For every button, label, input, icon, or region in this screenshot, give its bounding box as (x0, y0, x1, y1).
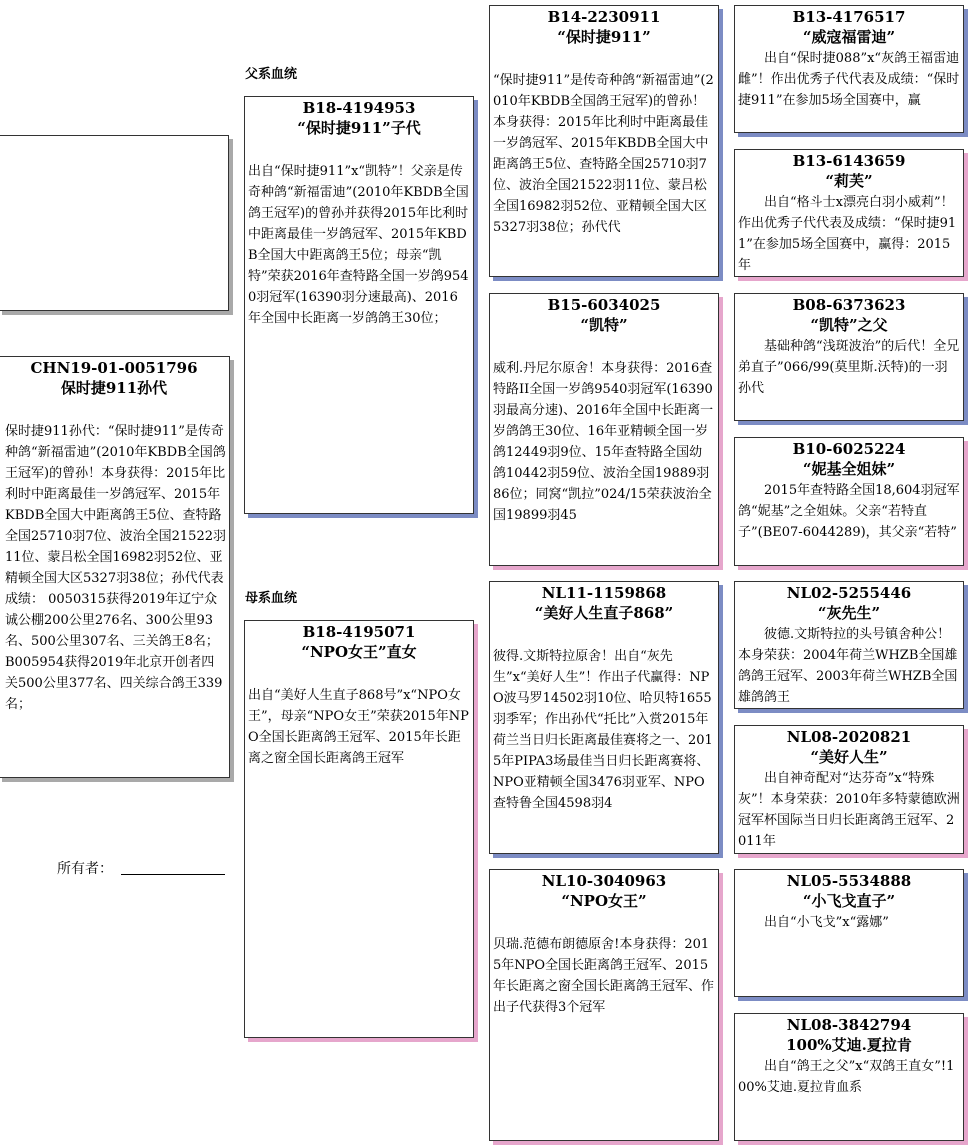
gen4-description-5: 彼德.文斯特拉的头号镇舍种公！本身荣获：2004年荷兰WHZB全国雄鸽鸽王冠军、2003年荷兰WHZB全国雄鸽鸽王 (738, 627, 958, 705)
sire-name: “保时捷911”子代 (297, 119, 421, 137)
paternal-section-label: 父系血统 (245, 67, 298, 82)
gen4-name-7: “小飞戈直子” (802, 892, 896, 910)
paternal-grandsire-name: “保时捷911” (557, 28, 651, 46)
gen4-ring-8: NL08-3842794 (786, 1016, 912, 1034)
paternal-grandsire-description: “保时捷911”是传奇种鸽“新福雷迪”(2010年KBDB全国鸽王冠军)的曾孙！本身获得：2015年比利时中距离最佳一岁鸽冠军、2015年KBDB全国大中距离鸽王5位、查特路全国25710羽7位、波治全国21522羽11位、蒙吕松全国16982羽52位、亚精顿全国大区5327羽38位；孙代代 (493, 73, 714, 235)
maternal-granddam-description: 贝瑞.范德布朗德原舍!本身获得：2015年NPO全国长距离鸽王冠军、2015年长距离之窗全国长距离鸽王冠军、作出子代获得3个冠军 (493, 937, 715, 1015)
subject-pigeon-card (0, 356, 230, 778)
gen4-description-2: 出自“格斗士x漂亮白羽小威莉”！作出优秀子代代表及成绩：“保时捷911”在参加5场全国赛中，赢得：2015年 (738, 195, 957, 273)
paternal-grandsire-ring: B14-2230911 (547, 8, 661, 26)
maternal-grandsire-ring: NL11-1159868 (541, 584, 667, 602)
maternal-section-label: 母系血统 (245, 591, 298, 606)
gen4-ring-3: B08-6373623 (792, 296, 906, 314)
gen4-description-8: 出自“鸽王之父”x“双鸽王直女”!100%艾迪.夏拉肯血系 (738, 1059, 955, 1095)
gen4-ring-6: NL08-2020821 (786, 728, 912, 746)
gen4-card-5 (734, 581, 964, 709)
gen4-name-1: “威寇福雷迪” (802, 28, 896, 46)
gen4-card-2 (734, 149, 964, 277)
gen4-card-3 (734, 293, 964, 421)
gen4-ring-4: B10-6025224 (792, 440, 906, 458)
gen4-name-5: “灰先生” (817, 604, 881, 622)
maternal-grandsire-card (489, 581, 719, 854)
subject-name: 保时捷911孙代 (60, 379, 168, 397)
gen4-ring-5: NL02-5255446 (786, 584, 912, 602)
maternal-grandsire-description: 彼得.文斯特拉原舍！出自“灰先生”x“美好人生”！作出子代赢得：NPO波马罗14502羽10位、哈贝特1655羽季军；作出孙代“托比”入赏2015年荷兰当日归长距离最佳赛将之一、2015年PIPA3场最佳当日归长距离赛将、NPO亚精顿全国3476羽亚军、NPO查特鲁全国4598羽4 (493, 649, 713, 811)
maternal-grandsire-name: “美好人生直子868” (534, 604, 674, 622)
gen4-card-6 (734, 725, 964, 854)
sire-description: 出自“保时捷911”x“凯特”！父亲是传奇种鸽“新福雷迪”(2010年KBDB全国鸽王冠军)的曾孙并获得2015年比利时中距离最佳一岁鸽冠军、2015年KBDB全国大中距离鸽王5位；母亲“凯特”荣获2016年查特路全国一岁鸽9540羽冠军(16390羽分速最高)、2016年全国中长距离一岁鸽鸽王30位； (248, 164, 469, 326)
gen4-name-4: “妮基全姐妹” (802, 460, 896, 478)
maternal-granddam-name: “NPO女王” (561, 892, 647, 910)
dam-description: 出自“美好人生直子868号”x“NPO女王”，母亲“NPO女王”荣获2015年NPO全国长距离鸽王冠军、2015年长距离之窗全国长距离鸽王冠军 (248, 688, 469, 766)
owner-signature-line (121, 874, 225, 875)
gen4-ring-1: B13-4176517 (792, 8, 906, 26)
gen4-description-1: 出自“保时捷088”x“灰鸽王福雷迪雌”！作出优秀子代代表及成绩：“保时捷911”在参加5场全国赛中，赢 (738, 51, 960, 108)
gen4-card-7 (734, 869, 964, 997)
gen4-description-4: 2015年查特路全国18,604羽冠军鸽“妮基”之全姐妹。父亲“若特直子”(BE07-6044289)，其父亲“若特” (738, 483, 960, 540)
maternal-granddam-card (489, 869, 719, 1141)
photo-placeholder-box (0, 135, 229, 311)
gen4-ring-2: B13-6143659 (792, 152, 906, 170)
gen4-name-2: “莉芙” (825, 172, 873, 190)
gen4-description-6: 出自神奇配对“达芬奇”x“特殊灰”！本身荣获：2010年多特蒙德欧洲冠军杯国际当日归长距离鸽王冠军、2011年 (738, 771, 960, 849)
gen4-card-1 (734, 5, 964, 133)
dam-ring-number: B18-4195071 (302, 623, 416, 641)
paternal-granddam-card (489, 293, 719, 566)
owner-label: 所有者： (57, 861, 113, 877)
paternal-granddam-description: 威利.丹尼尔原舍！本身获得：2016查特路II全国一岁鸽9540羽冠军(16390羽最高分速)、2016年全国中长距离一岁鸽鸽王30位、16年亚精顿全国一岁鸽12449羽9位、15年查特路全国幼鸽10442羽59位、波治全国19889羽86位；同窝“凯拉”024/15荣获波治全国19899羽45 (493, 361, 714, 523)
paternal-granddam-ring: B15-6034025 (547, 296, 661, 314)
sire-card (244, 96, 474, 514)
paternal-granddam-name: “凯特” (580, 316, 628, 334)
maternal-granddam-ring: NL10-3040963 (541, 872, 667, 890)
gen4-card-8 (734, 1013, 964, 1141)
gen4-name-8: 100%艾迪.夏拉肯 (786, 1036, 912, 1054)
subject-ring-number: CHN19-01-0051796 (30, 359, 198, 377)
sire-ring-number: B18-4194953 (302, 99, 416, 117)
gen4-card-4 (734, 437, 964, 566)
gen4-ring-7: NL05-5534888 (786, 872, 912, 890)
dam-card (244, 620, 474, 1038)
gen4-name-3: “凯特”之父 (810, 316, 888, 334)
gen4-name-6: “美好人生” (810, 748, 888, 766)
gen4-description-3: 基础种鸽“浅斑波治”的后代！全兄弟直子”066/99(莫里斯.沃特)的一羽孙代 (738, 339, 960, 396)
paternal-grandsire-card (489, 5, 719, 277)
dam-name: “NPO女王”直女 (301, 643, 417, 661)
subject-description: 保时捷911孙代：“保时捷911”是传奇种鸽“新福雷迪”(2010年KBDB全国鸽王冠军)的曾孙！本身获得：2015年比利时中距离最佳一岁鸽冠军、2015年KBDB全国大中距离鸽王5位、查特路全国25710羽7位、波治全国21522羽11位、蒙吕松全国16982羽52位、亚精顿全国大区5327羽38位；孙代代表成绩： 0050315获得2019年辽宁众诚公棚200公里276名、300公里93名、500公里307名、三关鸽王8名； B005954获得2019年北京开创者四关500公里377名、四关综合鸽王339名； (5, 424, 226, 712)
gen4-description-7: 出自“小飞戈”x“露娜” (764, 915, 889, 930)
